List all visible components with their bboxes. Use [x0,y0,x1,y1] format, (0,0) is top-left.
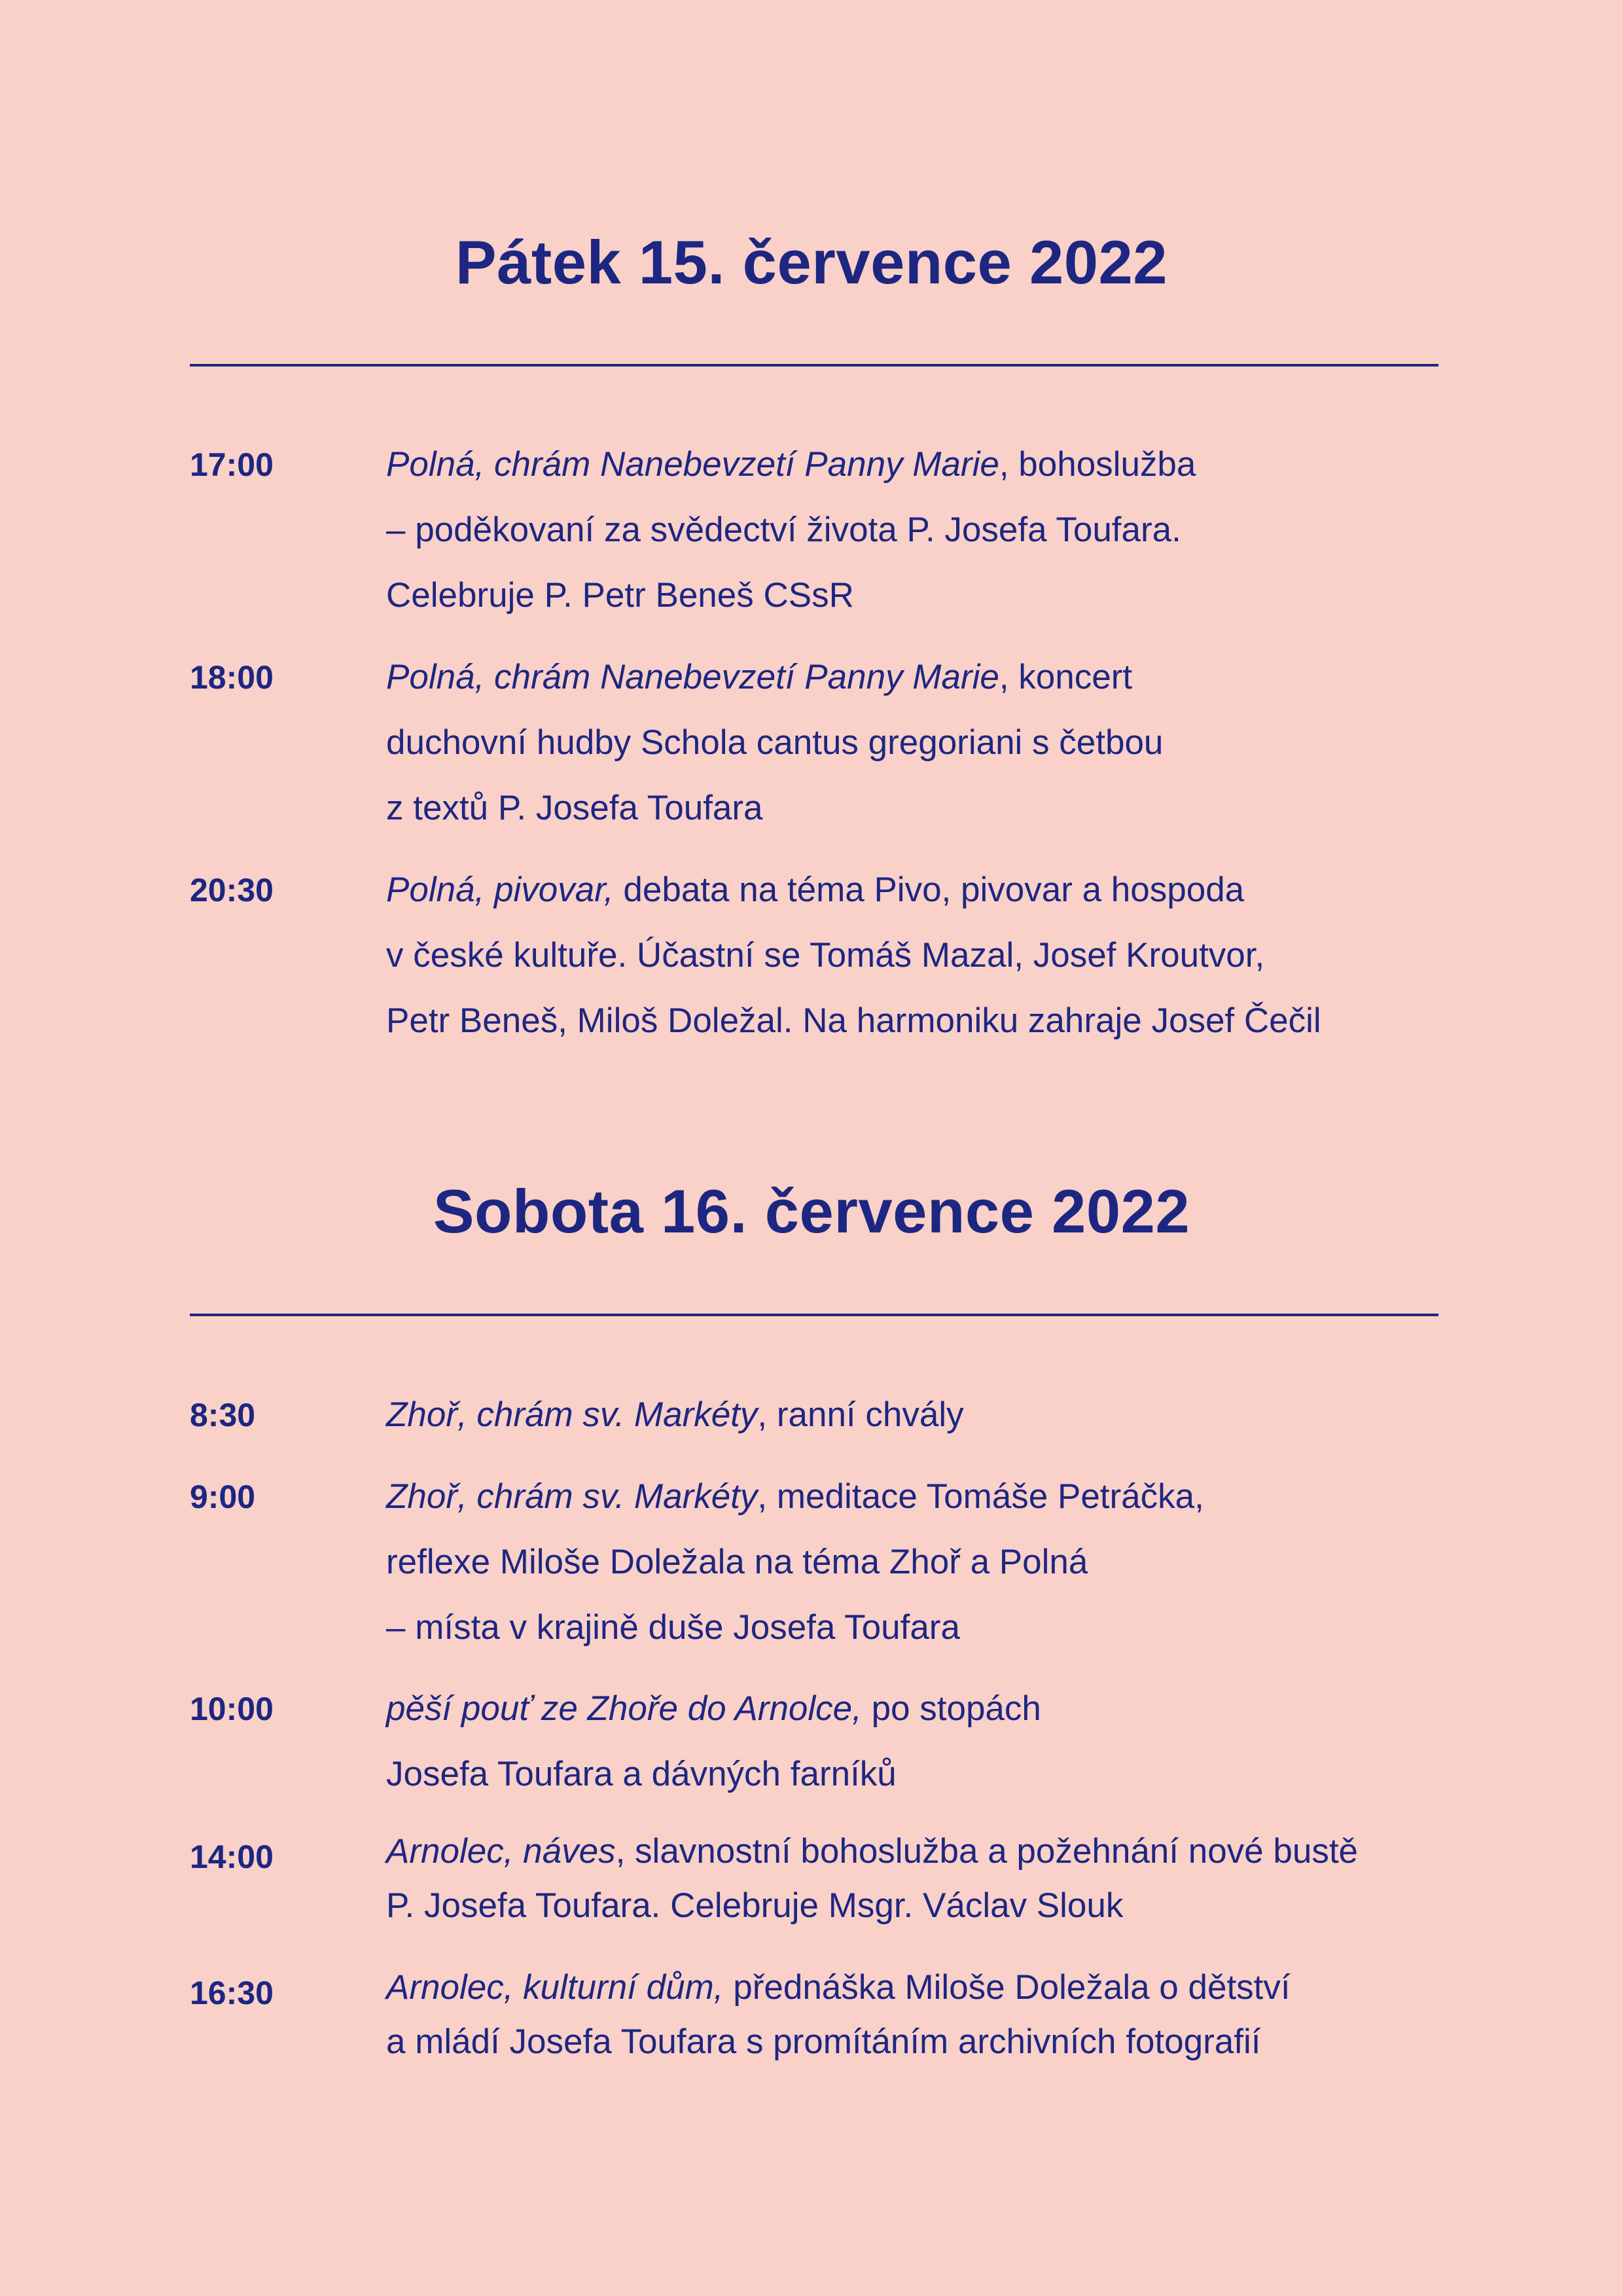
event-text: přednáška Miloše Doležala o dětství [723,1968,1291,2007]
event-text: – poděkovaní za svědectví života P. Josefa Toufara. [386,511,1181,549]
event-description [386,432,1499,628]
event-description [386,1824,1499,1933]
event-time: 18:00 [190,659,274,696]
event-text: , ranní chvály [757,1395,964,1434]
event-description [386,1960,1499,2069]
divider [190,1314,1438,1316]
event-description [386,1464,1499,1660]
event-description [386,857,1499,1054]
event-time: 8:30 [190,1397,256,1433]
event-text: Celebruje P. Petr Beneš CSsR [386,576,854,615]
event-text: debata na téma Pivo, pivovar a hospoda [613,870,1245,909]
event-time: 20:30 [190,872,274,908]
event-time: 9:00 [190,1479,256,1515]
event-text: a mládí Josefa Toufara s promítáním archivních fotografií [386,2022,1261,2061]
event-time: 10:00 [190,1691,274,1727]
event-location: Arnolec, kulturní dům, [386,1968,724,2007]
event-location: Zhoř, chrám sv. Markéty [386,1477,758,1516]
event-location: Polná, pivovar, [386,870,614,909]
event-text: P. Josefa Toufara. Celebruje Msgr. Václav Slouk [386,1886,1124,1925]
event-text: , meditace Tomáše Petráčka, [757,1477,1204,1516]
event-text: , bohoslužba [999,445,1196,484]
event-text: , slavnostní bohoslužba a požehnání nové bustě [615,1832,1359,1871]
event-text: v české kultuře. Účastní se Tomáš Mazal, Josef Kroutvor, [386,936,1265,975]
event-text: duchovní hudby Schola cantus gregoriani s četbou [386,723,1164,762]
event-time: 17:00 [190,446,274,483]
event-description [386,1676,1499,1807]
event-description [386,645,1499,841]
event-text: – místa v krajině duše Josefa Toufara [386,1608,960,1647]
event-description [386,1382,1499,1448]
event-location: Polná, chrám Nanebevzetí Panny Marie [386,445,999,484]
day-title: Sobota 16. července 2022 [433,1177,1190,1246]
event-text: Josefa Toufara a dávných farníků [386,1755,897,1793]
event-location: Zhoř, chrám sv. Markéty [386,1395,758,1434]
event-text: po stopách [861,1689,1041,1728]
event-location: Polná, chrám Nanebevzetí Panny Marie [386,658,999,696]
event-text: , koncert [999,658,1133,696]
event-location: Arnolec, náves [386,1832,616,1871]
divider [190,364,1438,367]
event-time: 14:00 [190,1839,274,1875]
event-text: reflexe Miloše Doležala na téma Zhoř a Polná [386,1543,1088,1581]
event-location: pěší pouť ze Zhoře do Arnolce, [386,1689,862,1728]
event-time: 16:30 [190,1975,274,2011]
event-text: Petr Beneš, Miloš Doležal. Na harmoniku zahraje Josef Čečil [386,1001,1321,1040]
event-text: z textů P. Josefa Toufara [386,789,763,827]
day-title: Pátek 15. července 2022 [455,228,1168,296]
